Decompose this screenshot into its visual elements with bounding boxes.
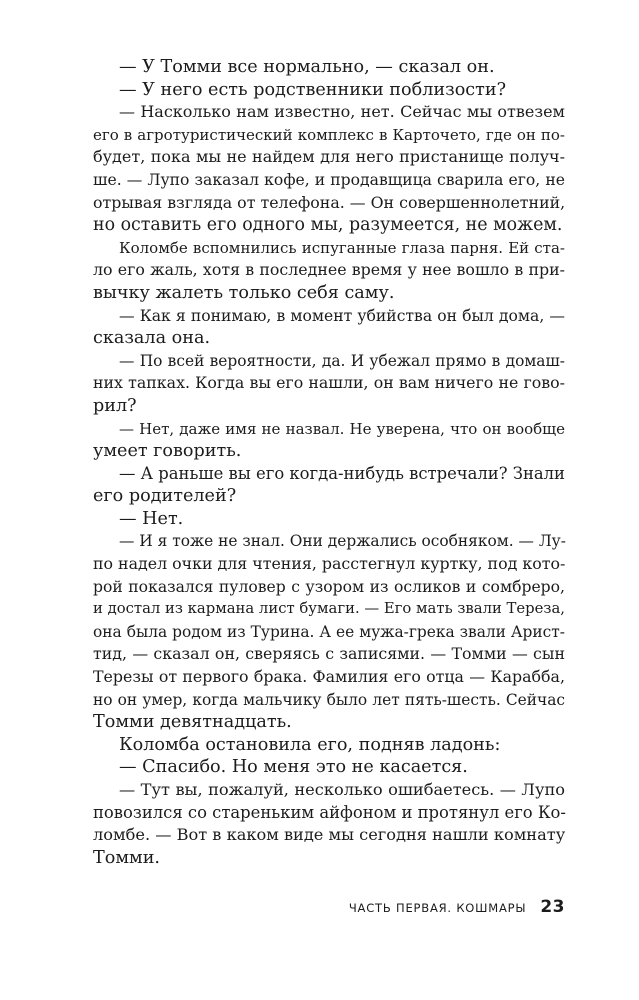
- text-line: ше. — Лупо заказал кофе, и продавщица сварила его, не: [93, 170, 565, 189]
- text-line: них тапках. Когда вы его нашли, он вам ничего не гово-: [93, 373, 565, 393]
- text-line: — Спасибо. Но меня это не касается.: [119, 757, 468, 778]
- text-line: тид, — сказал он, сверяясь с записями. — Томми — сын: [93, 644, 565, 664]
- text-line: — И я тоже не знал. Они держались особняком. — Лу-: [119, 532, 566, 551]
- page-footer: [93, 897, 565, 921]
- text-line: будет, пока мы не найдем для него пристанище получ-: [93, 147, 565, 167]
- text-line: отрывая взгляда от телефона. — Он совершеннолетний,: [93, 192, 566, 212]
- text-line: по надел очки для чтения, расстегнул куртку, под кото-: [93, 554, 566, 574]
- text-line: умеет говорить.: [93, 441, 242, 462]
- text-line: — Насколько нам известно, нет. Сейчас мы отвезем: [119, 102, 565, 122]
- text-line: Коломба остановила его, подняв ладонь:: [119, 734, 501, 755]
- text-line: повозился со стареньким айфоном и протянул его Ко-: [93, 802, 566, 822]
- text-line: его родителей?: [93, 486, 237, 507]
- text-line: — Нет.: [119, 508, 184, 529]
- text-line: ломбе. — Вот в каком виде мы сегодня нашли комнату: [93, 825, 566, 845]
- text-line: рой показался пуловер с узором из осликов и сомбреро,: [93, 577, 565, 596]
- page-number: 23: [540, 897, 565, 917]
- text-line: но оставить его одного мы, разумеется, не можем.: [93, 215, 563, 236]
- text-line: ло его жаль, хотя в последнее время у нее вошло в при-: [93, 260, 565, 280]
- running-head: ЧАСТЬ ПЕРВАЯ. КОШМАРЫ: [348, 901, 527, 915]
- text-line: — А раньше вы его когда-нибудь встречали? Знали: [119, 463, 565, 483]
- text-line: рил?: [93, 395, 137, 416]
- text-line: сказала она.: [93, 328, 211, 349]
- text-line: — У Томми все нормально, — сказал он.: [119, 57, 495, 77]
- text-line: но он умер, когда мальчику было лет пять-шесть. Сейчас: [93, 690, 565, 709]
- text-line: — Нет, даже имя не назвал. Не уверена, что он вообще: [119, 419, 565, 438]
- text-line: — Тут вы, пожалуй, несколько ошибаетесь. — Лупо: [119, 780, 565, 799]
- text-line: Томми.: [93, 847, 161, 868]
- text-line: и достал из кармана лист бумаги. — Его мать звали Тереза,: [93, 600, 565, 618]
- text-line: — У него есть родственники поблизости?: [119, 79, 507, 100]
- text-line: Терезы от первого брака. Фамилия его отца — Карабба,: [93, 667, 565, 687]
- text-line: — По всей вероятности, да. И убежал прямо в домаш-: [119, 351, 565, 370]
- text-line: Коломбе вспомнились испуганные глаза парня. Ей ста-: [119, 238, 565, 257]
- text-line: Томми девятнадцать.: [93, 712, 292, 733]
- text-line: вычку жалеть только себя саму.: [93, 282, 395, 303]
- body-text: [93, 56, 565, 869]
- text-line: она была родом из Турина. А ее мужа-грека звали Арист-: [93, 622, 565, 641]
- text-line: его в агротуристический комплекс в Карточето, где он по-: [93, 125, 565, 144]
- text-line: — Как я понимаю, в момент убийства он был дома, —: [119, 306, 565, 325]
